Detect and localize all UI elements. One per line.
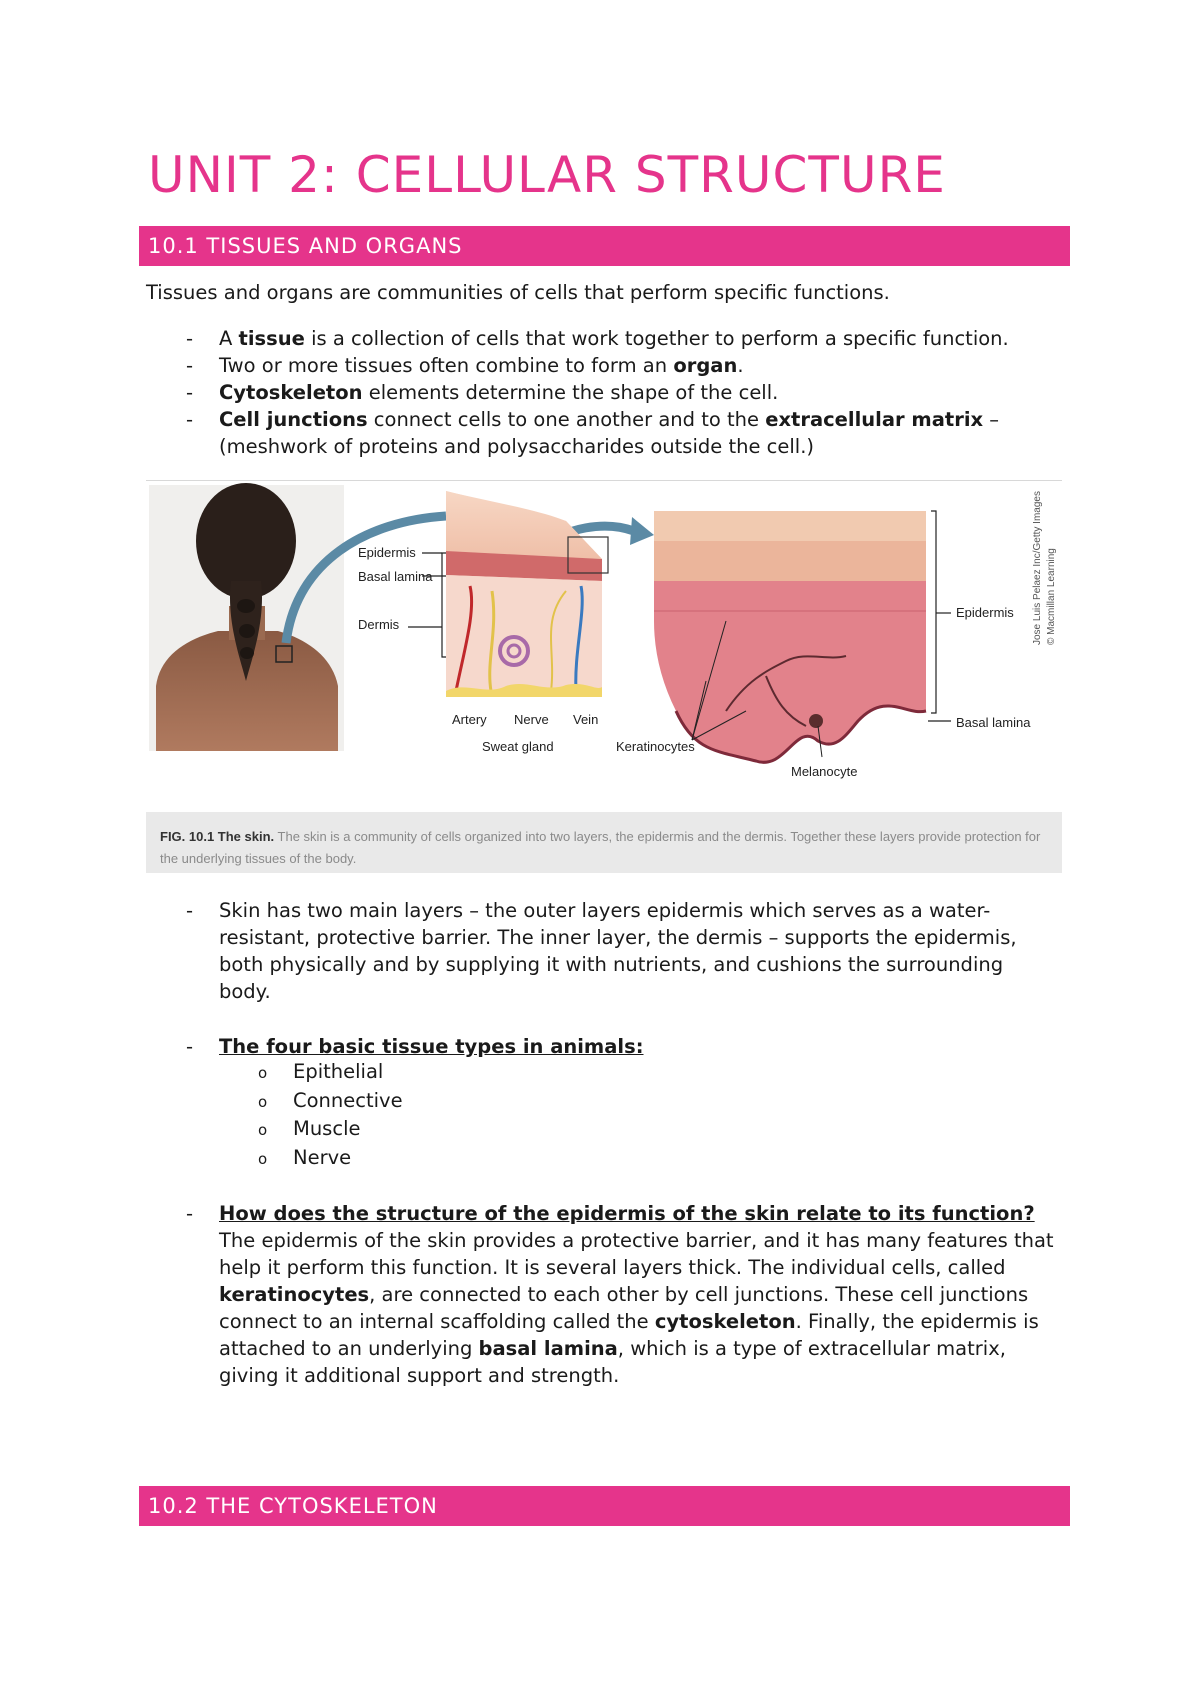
magnified-epidermis-illustration	[654, 511, 926, 762]
label-epidermis-right: Epidermis	[956, 605, 1014, 620]
list-item: - Two or more tissues often combine to form an organ.	[186, 354, 744, 377]
label-epidermis: Epidermis	[358, 545, 416, 560]
question-heading: How does the structure of the epidermis of the skin relate to its function?	[219, 1202, 1035, 1225]
label-nerve: Nerve	[514, 712, 549, 727]
question-list	[180, 1200, 1060, 1389]
list-item: - Cytoskeleton elements determine the shape of the cell.	[186, 381, 779, 404]
label-vein: Vein	[573, 712, 599, 727]
list-item: o Nerve	[258, 1145, 352, 1169]
tissue-types-list	[180, 1033, 1060, 1060]
photo-credit: Jose Luis Pelaez Inc/Getty Images	[1032, 491, 1043, 645]
illustration-credit: © Macmillan Learning	[1046, 548, 1057, 645]
back-photo	[149, 483, 344, 751]
page-title: UNIT 2: CELLULAR STRUCTURE	[148, 146, 946, 204]
label-dermis: Dermis	[358, 617, 400, 632]
tissue-types-sublist	[220, 1058, 820, 1172]
intro-paragraph: Tissues and organs are communities of cells that perform specific functions.	[146, 281, 890, 304]
skin-section-illustration	[446, 491, 608, 697]
list-item: - Cell junctions connect cells to one another and to the extracellular matrix – (meshwork of proteins and polysaccharides outside the cell.)	[186, 408, 1000, 458]
label-melanocyte: Melanocyte	[791, 764, 858, 779]
label-keratinocytes: Keratinocytes	[616, 739, 695, 754]
skin-layers-list	[180, 897, 1060, 1005]
figure-caption: FIG. 10.1 The skin. The skin is a community of cells organized into two layers, the epidermis and the dermis. Together these layers provide protection for the underlying tissues of the body.	[146, 812, 1062, 873]
list-item: - Skin has two main layers – the outer layers epidermis which serves as a water-resistant, protective barrier. The inner layer, the dermis – supports the epidermis, both physically and by supplying it with nutrients, and cushions the surrounding body.	[186, 899, 1017, 1003]
tissue-types-heading: The four basic tissue types in animals:	[219, 1035, 644, 1058]
answer-paragraph: The epidermis of the skin provides a protective barrier, and it has many features that help it perform this function. It is several layers thick. The individual cells, called keratinocytes, are connected to each other by cell junctions. These cell junctions connect to an internal scaffolding called the cytoskeleton. Finally, the epidermis is attached to an underlying basal lamina, which is a type of extracellular matrix, giving it additional support and strength.	[219, 1229, 1054, 1387]
section-heading-tissues-and-organs: 10.1 TISSUES AND ORGANS	[139, 226, 1070, 266]
section-heading-cytoskeleton: 10.2 THE CYTOSKELETON	[139, 1486, 1070, 1526]
arrow-2-head	[630, 517, 654, 545]
label-basal-lamina-1: Basal lamina	[358, 569, 433, 584]
label-artery: Artery	[452, 712, 487, 727]
list-item: - How does the structure of the epidermis of the skin relate to its function? The epidermis of the skin provides a protective barrier, and it has many features that help it perform this function. It is several layers thick. The individual cells, called keratinocytes, are connected to each other by cell junctions. These cell junctions connect to an internal scaffolding called the cytoskeleton. Finally, the epidermis is attached to an underlying basal lamina, which is a type of extracellular matrix, giving it additional support and strength.	[180, 1200, 1060, 1389]
list-item: - The four basic tissue types in animals:	[186, 1035, 644, 1058]
skin-diagram	[146, 481, 1062, 813]
list-item: o Muscle	[258, 1117, 361, 1140]
definitions-list	[180, 325, 1060, 460]
label-basal-lamina-right: Basal lamina	[956, 715, 1031, 730]
list-item: o Connective	[258, 1088, 403, 1112]
list-item: - A tissue is a collection of cells that work together to perform a specific function.	[186, 327, 1009, 350]
label-sweat-gland: Sweat gland	[482, 739, 554, 754]
right-bracket	[928, 511, 951, 721]
list-item: o Epithelial	[258, 1060, 384, 1083]
